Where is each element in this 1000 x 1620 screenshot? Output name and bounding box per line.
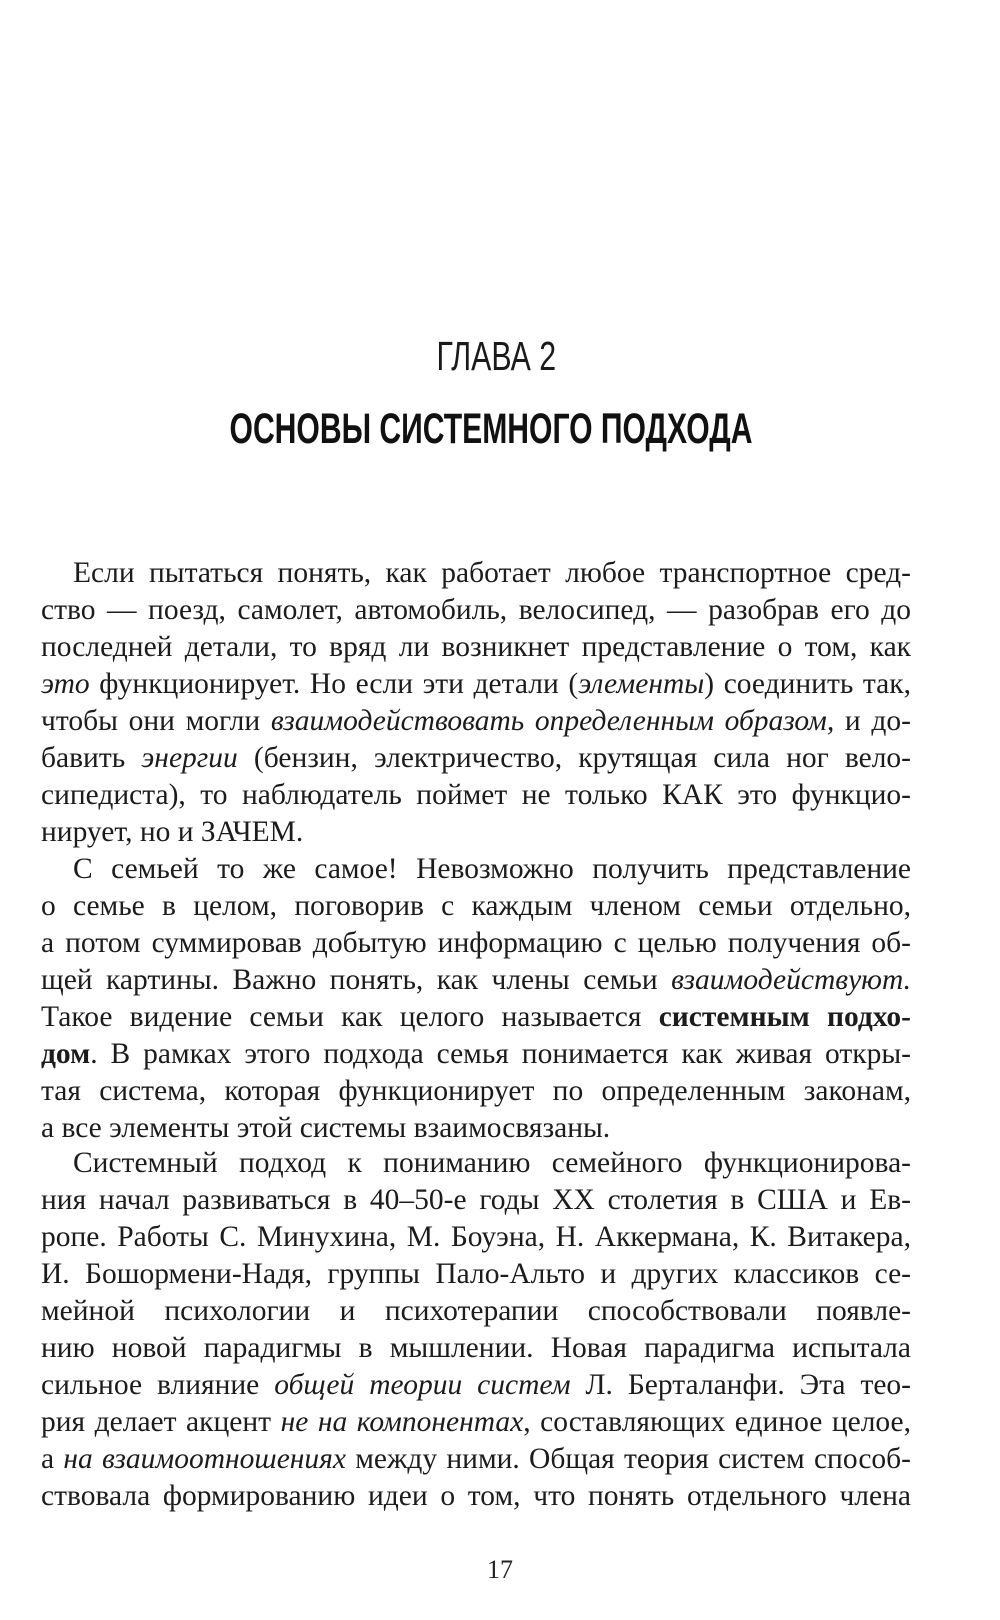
text-line: ния начал развиваться в 40–50-е годы XX столетия в США и Ев- <box>41 1184 911 1216</box>
text-line: ствовала формированию идеи о том, что понять отдельного члена <box>41 1480 911 1512</box>
text-line: ропе. Работы С. Минухина, М. Боуэна, Н. Аккермана, К. Витакера, <box>41 1221 911 1253</box>
text-line: о семье в целом, поговорив с каждым членом семьи отдельно, <box>41 890 911 922</box>
text-line: Такое видение семьи как целого называется системным подхо- <box>41 1001 911 1033</box>
text-line: дом. В рамках этого подхода семья понимается как живая откры- <box>41 1038 911 1070</box>
text-line: последней детали, то вряд ли возникнет представление о том, как <box>41 631 911 663</box>
text-line: сильное влияние общей теории систем Л. Берталанфи. Эта тео- <box>41 1369 911 1401</box>
body-text-block-1 <box>41 555 911 1147</box>
text-line: нирует, но и ЗАЧЕМ. <box>41 816 304 848</box>
text-line: а все элементы этой системы взаимосвязаны. <box>41 1112 611 1144</box>
text-line: чтобы они могли взаимодействовать определенным образом, и до- <box>41 705 911 737</box>
text-line: ство — поезд, самолет, автомобиль, велосипед, — разобрав его до <box>41 594 911 626</box>
text-line: бавить энергии (бензин, электричество, крутящая сила ног вело- <box>41 742 911 774</box>
text-line: а потом суммировав добытую информацию с целью получения об- <box>41 927 911 959</box>
text-line: а на взаимоотношениях между ними. Общая теория систем способ- <box>41 1443 911 1475</box>
text-line: Если пытаться понять, как работает любое транспортное сред- <box>73 557 911 589</box>
text-line: С семьей то же самое! Невозможно получить представление <box>73 853 911 885</box>
text-line: рия делает акцент не на компонентах, составляющих единое целое, <box>41 1406 912 1438</box>
text-line: Системный подход к пониманию семейного функционирова- <box>73 1147 911 1179</box>
text-line: это функционирует. Но если эти детали (элементы) соединить так, <box>41 668 911 700</box>
text-line: И. Бошормени-Надя, группы Пало-Альто и других классиков се- <box>41 1258 911 1290</box>
text-line: нию новой парадигмы в мышлении. Новая парадигма испытала <box>41 1332 911 1364</box>
chapter-label: ГЛАВА 2 <box>436 333 557 379</box>
text-line: мейной психологии и психотерапии способствовали появле- <box>41 1295 911 1327</box>
page-number: 17 <box>487 1555 513 1584</box>
text-line: тая система, которая функционирует по определенным законам, <box>41 1075 911 1107</box>
body-text-block-2 <box>41 1145 911 1515</box>
text-line: сипедиста), то наблюдатель поймет не только КАК это функцио- <box>41 779 911 811</box>
text-line: щей картины. Важно понять, как члены семьи взаимодействуют. <box>41 964 911 996</box>
chapter-title: ОСНОВЫ СИСТЕМНОГО ПОДХОДА <box>229 405 753 453</box>
